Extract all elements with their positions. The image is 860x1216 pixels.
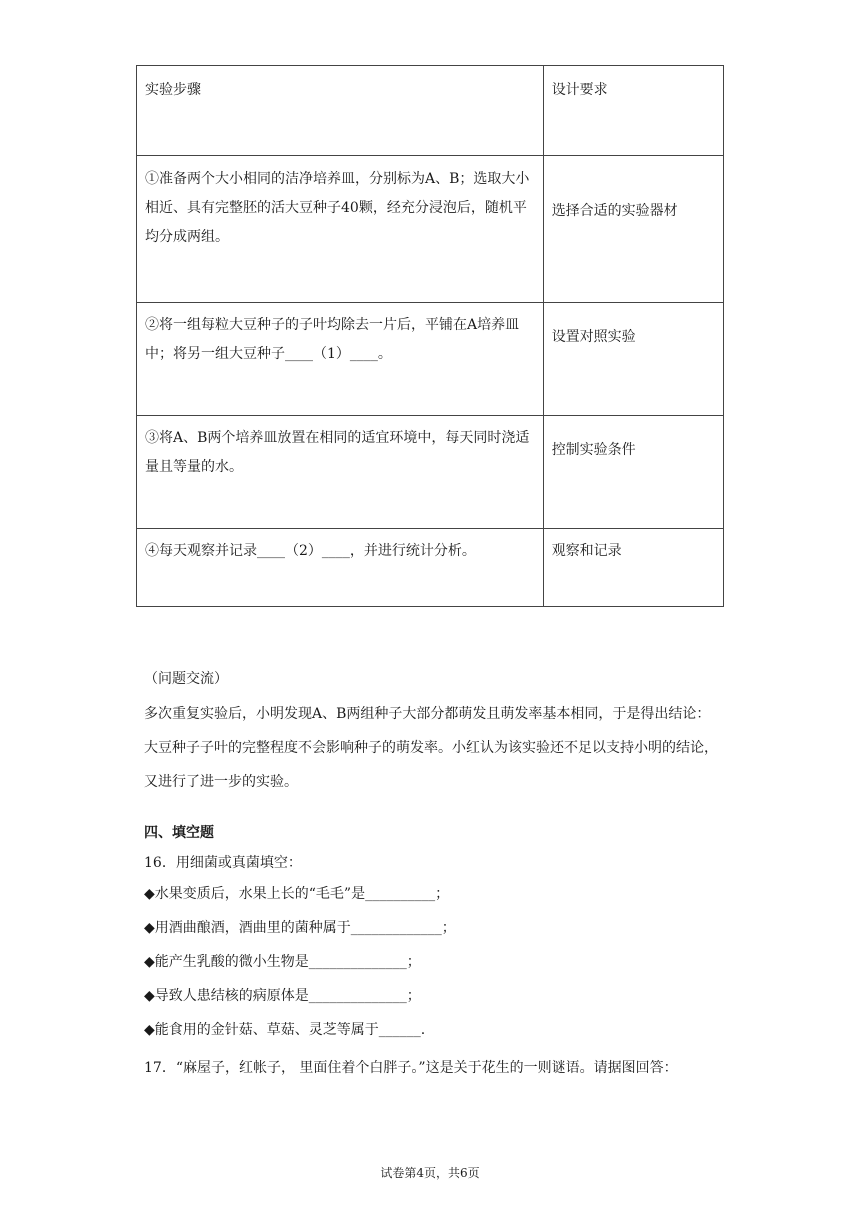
header-requirements: 设计要求 [543, 66, 723, 156]
list-item: ◆能食用的金针菇、草菇、灵芝等属于______. [144, 1022, 426, 1038]
step-text-end: ，并进行统计分析。 [349, 543, 476, 559]
table-row [137, 303, 724, 416]
step-text-end: 。 [377, 346, 392, 362]
question-17: 17．“麻屋子，红帐子， 里面住着个白胖子。”这是关于花生的一则谜语。请据图回答： [144, 1060, 678, 1076]
step-text: ④每天观察并记录 [145, 543, 257, 559]
discussion-paragraph: 多次重复实验后，小明发现A、B两组种子大部分都萌发且萌发率基本相同，于是得出结论：大豆种子子叶的完整程度不会影响种子的萌发率。小红认为该实验还不足以支持小明的结论，又进行了进一步的实验。 [144, 706, 718, 790]
discussion-title: （问题交流） [144, 671, 228, 687]
list-item: ◆用酒曲酿酒，酒曲里的菌种属于_____________； [144, 920, 456, 936]
experiment-table [136, 65, 724, 607]
table-row [137, 156, 724, 303]
table-row [137, 416, 724, 529]
step-text: ②将一组每粒大豆种子的子叶均除去一片后，平铺在A培养皿中；将另一组大豆种子 [145, 317, 520, 362]
step-cell: ①准备两个大小相同的洁净培养皿，分别标为A、B；选取大小相近、具有完整胚的活大豆种子40颗，经充分浸泡后，随机平均分成两组。 [137, 156, 544, 303]
header-steps: 实验步骤 [137, 66, 544, 156]
table-header-row [137, 66, 724, 156]
list-item: ◆导致人患结核的病原体是______________； [144, 988, 421, 1004]
answer-blank-2: ____（2）____ [257, 543, 350, 559]
requirement-cell: 观察和记录 [543, 529, 723, 607]
requirement-cell: 选择合适的实验器材 [543, 156, 723, 303]
section-heading: 四、填空题 [144, 825, 214, 841]
question-16: 16．用细菌或真菌填空： [144, 855, 302, 871]
requirement-cell: 控制实验条件 [543, 416, 723, 529]
page-footer: 试卷第4页，共6页 [380, 1166, 480, 1180]
answer-blank-1: ____（1）____ [285, 346, 378, 362]
step-cell: ③将A、B两个培养皿放置在相同的适宜环境中，每天同时浇适量且等量的水。 [137, 416, 544, 529]
step-cell [137, 303, 544, 416]
requirement-cell: 设置对照实验 [543, 303, 723, 416]
list-item: ◆能产生乳酸的微小生物是______________； [144, 954, 421, 970]
table-row [137, 529, 724, 607]
list-item: ◆水果变质后，水果上长的“毛毛”是__________； [144, 886, 450, 902]
step-cell [137, 529, 544, 607]
